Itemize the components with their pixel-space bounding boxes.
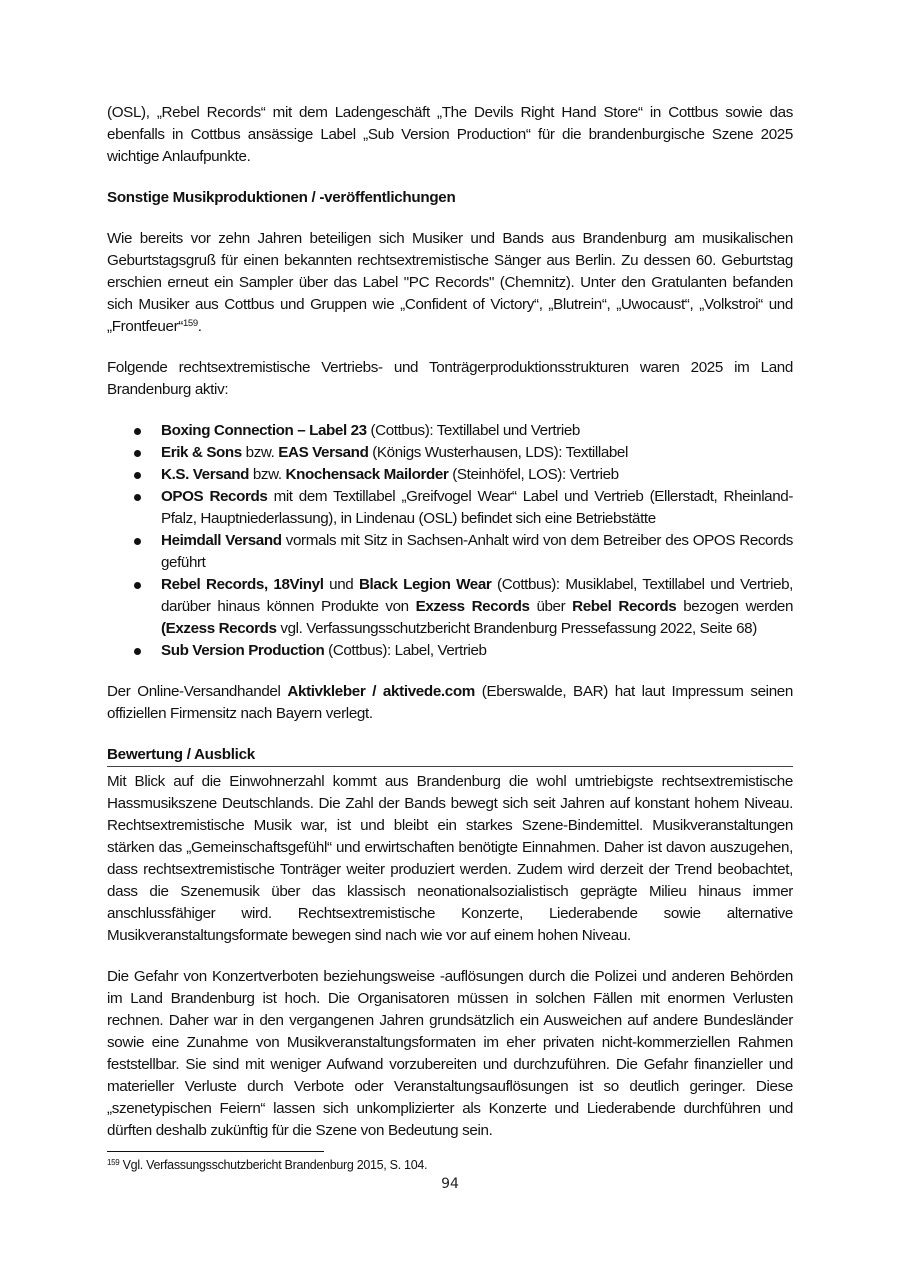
list-item	[107, 486, 793, 530]
paragraph-strukturen: Folgende rechtsextremistische Vertriebs- und Tonträgerproduktionsstrukturen waren 2025 im Land Brandenburg aktiv:	[107, 359, 793, 398]
list-item	[107, 574, 793, 640]
list-item-text: bzw.	[241, 444, 279, 461]
list-item-text: bzw.	[249, 466, 286, 483]
vendor-name: EAS Versand	[278, 444, 369, 461]
vendor-name: Exzess Records	[415, 598, 530, 615]
footnote-divider	[107, 1151, 324, 1152]
list-item-text: bezogen werden	[676, 598, 794, 615]
bullet-icon	[134, 472, 141, 479]
list-item-text: (Cottbus): Textillabel und Vertrieb	[366, 422, 580, 439]
bullet-icon	[134, 538, 141, 545]
list-item	[107, 442, 793, 464]
paragraph-bewertung-2: Die Gefahr von Konzertverboten beziehungsweise -auflösungen durch die Polizei und anderen Behörden im Land Brandenburg ist hoch. Die Organisatoren müssen in solchen Fällen mit enormen Verlusten rechnen. Daher war in den vergangenen Jahren grundsätzlich ein Ausweichen auf andere Bundesländer sowie eine Zunahme von Musikveranstaltungsformaten im eher privaten nicht-kommerziellen Rahmen feststellbar. Sie sind mit weniger Aufwand vorzubereiten und durchzuführen. Die Gefahr finanzieller und materieller Verluste durch Verbote oder Veranstaltungsauflösungen ist so deutlich geringer. Diese „szenetypischen Feiern“ lassen sich unkomplizierter als Konzerte und Liederabende durchführen und dürften deshalb zukünftig für die Szene von Bedeutung sein.	[107, 968, 793, 1139]
bullet-icon	[134, 648, 141, 655]
vendor-name: Heimdall Versand	[161, 532, 282, 549]
vendor-name: Erik & Sons	[161, 444, 242, 461]
bullet-icon	[134, 582, 141, 589]
footnote	[107, 1158, 427, 1172]
list-item-text: (Königs Wusterhausen, LDS): Textillabel	[368, 444, 628, 461]
paragraph-period: .	[197, 318, 202, 335]
vendor-name: Knochensack Mailorder	[285, 466, 449, 483]
footnote-ref[interactable]: 159	[182, 318, 198, 329]
vendor-name: Boxing Connection – Label 23	[161, 422, 367, 439]
vendor-list	[107, 420, 793, 662]
paragraph-text: (Eberswalde, BAR) hat laut Impressum seinen offiziellen Firmensitz nach Bayern verlegt.	[107, 683, 793, 722]
paragraph-bewertung-1: Mit Blick auf die Einwohnerzahl kommt aus Brandenburg die wohl umtriebigste rechtsextremistische Hassmusikszene Deutschlands. Die Zahl der Bands bewegt sich seit Jahren auf konstant hohem Niveau. Rechtsextremistische Musik war, ist und bleibt ein starkes Szene-Bindemittel. Musikveranstaltungen stärken das „Gemeinschaftsgefühl“ und erwirtschaften benötigte Einnahmen. Daher ist davon auszugehen, dass rechtsextremistische Tonträger weiter produziert werden. Zudem wird derzeit der Trend beobachtet, dass die Szenemusik über das klassisch neonationalsozialistisch geprägte Milieu hinaus immer anschlussfähiger wird. Rechtsextremistische Konzerte, Liederabende sowie alternative Musikveranstaltungsformate bewegen sind nach wie vor auf einem hohen Niveau.	[107, 773, 793, 944]
bullet-icon	[134, 450, 141, 457]
list-item	[107, 640, 793, 662]
section-heading-musikproduktionen: Sonstige Musikproduktionen / -veröffentlichungen	[107, 189, 456, 206]
list-item	[107, 530, 793, 574]
vendor-name: Rebel Records	[572, 598, 677, 615]
footnote-number: 159	[107, 1158, 120, 1167]
paragraph-text: Wie bereits vor zehn Jahren beteiligen sich Musiker und Bands aus Brandenburg am musikalischen Geburtstagsgruß für einen bekannten rechtsextremistische Sänger aus Berlin. Zu dessen 60. Geburtstag erschien erneut ein Sampler über das Label "PC Records" (Chemnitz). Unter den Gratulanten befanden sich Musiker aus Cottbus und Gruppen wie „Confident of Victory“, „Blutrein“, „Uwocaust“, „Volkstroi“ und „Frontfeuer“	[107, 230, 793, 335]
vendor-name: Black Legion Wear	[358, 576, 492, 593]
vendor-name: Sub Version Production	[161, 642, 325, 659]
list-item-text: vormals mit Sitz in Sachsen-Anhalt wird von dem Betreiber des OPOS Records geführt	[161, 532, 794, 571]
list-item-text: (Cottbus): Label, Vertrieb	[324, 642, 487, 659]
list-item	[107, 420, 793, 442]
section-heading-bewertung: Bewertung / Ausblick	[107, 744, 793, 767]
paragraph-text: Der Online-Versandhandel	[107, 683, 288, 700]
footnote-text: Vgl. Verfassungsschutzbericht Brandenburg 2015, S. 104.	[119, 1158, 428, 1172]
list-item	[107, 464, 793, 486]
list-item-text: (Steinhöfel, LOS): Vertrieb	[448, 466, 619, 483]
page-number: 94	[441, 1176, 459, 1192]
list-item-text: und	[323, 576, 359, 593]
bullet-icon	[134, 494, 141, 501]
list-item-text: (Cottbus): Musiklabel, Textillabel und Vertrieb, darüber hinaus können Produkte von	[161, 576, 793, 615]
bullet-icon	[134, 428, 141, 435]
list-item-text: über	[529, 598, 573, 615]
vendor-name: OPOS Records	[161, 488, 268, 505]
paragraph-online-versand	[107, 681, 793, 725]
page-body	[107, 102, 793, 1142]
list-item-text: vgl. Verfassungsschutzbericht Brandenburg Pressefassung 2022, Seite 68)	[276, 620, 757, 637]
vendor-name: Aktivkleber / aktivede.com	[287, 683, 475, 700]
vendor-name: K.S. Versand	[161, 466, 250, 483]
vendor-name: Rebel Records, 18Vinyl	[161, 576, 324, 593]
paragraph-geburtstagsgruss	[107, 228, 793, 338]
vendor-name: (Exzess Records	[161, 620, 277, 637]
list-item-text: mit dem Textillabel „Greifvogel Wear“ Label und Vertrieb (Ellerstadt, Rheinland-Pfalz, Hauptniederlassung), in Lindenau (OSL) befindet sich eine Betriebstätte	[161, 488, 793, 527]
intro-paragraph: (OSL), „Rebel Records“ mit dem Ladengeschäft „The Devils Right Hand Store“ in Cottbus sowie das ebenfalls in Cottbus ansässige Label „Sub Version Production“ für die brandenburgische Szene 2025 wichtige Anlaufpunkte.	[107, 104, 793, 165]
